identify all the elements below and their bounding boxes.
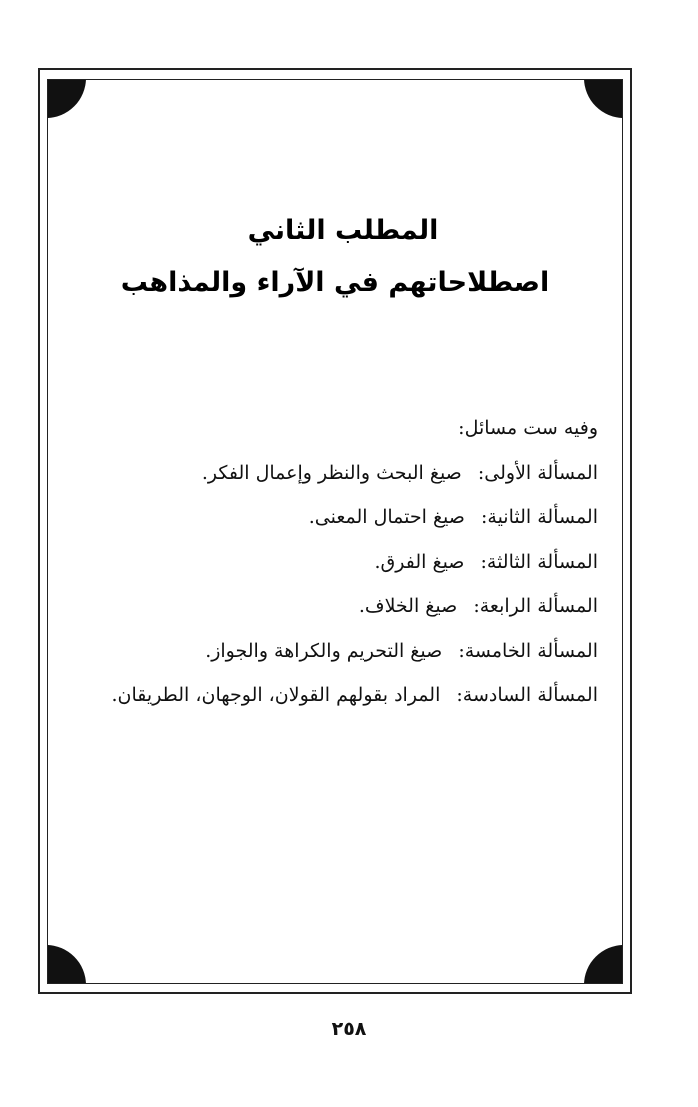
- issue-label: المسألة الثالثة:: [480, 550, 598, 573]
- issue-text: صيغ احتمال المعنى.: [308, 506, 465, 528]
- issue-label: المسألة الخامسة:: [458, 639, 598, 662]
- list-item: [98, 629, 598, 674]
- issue-label: المسألة السادسة:: [456, 684, 598, 706]
- page-border-inner: [47, 79, 623, 984]
- list-item: [98, 540, 598, 585]
- issue-text: صيغ التحريم والكراهة والجواز.: [205, 639, 443, 662]
- section-title: المطلب الثاني: [247, 215, 439, 246]
- issues-list: [98, 406, 598, 718]
- issue-text: المراد بقولهم القولان، الوجهان، الطريقان.: [111, 684, 441, 706]
- issue-text: صيغ البحث والنظر وإعمال الفكر.: [201, 461, 462, 484]
- corner-ornament-bottom-left: [47, 945, 86, 984]
- list-item: [98, 495, 598, 540]
- corner-ornament-top-right: [584, 79, 623, 118]
- issue-label: المسألة الثانية:: [480, 506, 598, 528]
- list-item: [98, 673, 598, 718]
- section-subtitle: اصطلاحاتهم في الآراء والمذاهب: [120, 267, 550, 298]
- corner-ornament-bottom-right: [584, 945, 623, 984]
- intro-text: وفيه ست مسائل:: [458, 417, 598, 439]
- page-number: ٢٥٨: [331, 1018, 367, 1040]
- corner-ornament-top-left: [47, 79, 86, 118]
- issue-text: صيغ الخلاف.: [358, 595, 458, 617]
- list-item: [98, 584, 598, 629]
- list-item: [98, 451, 598, 496]
- issue-text: صيغ الفرق.: [374, 550, 465, 573]
- issue-label: المسألة الرابعة:: [473, 595, 598, 617]
- issue-label: المسألة الأولى:: [477, 461, 598, 484]
